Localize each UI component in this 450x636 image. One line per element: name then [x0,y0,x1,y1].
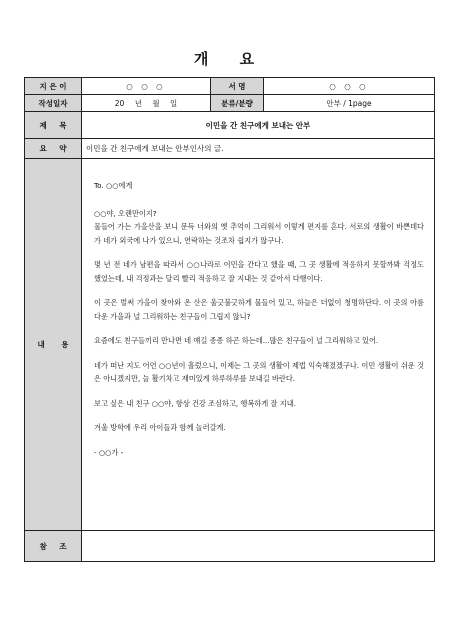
author-row [25,78,435,95]
date-value[interactable]: 20 년 월 일 [82,95,211,112]
category-label: 분류/분량 [211,95,264,112]
page-title: 개 요 [193,50,257,68]
author-value[interactable]: ○ ○ ○ [82,78,211,95]
subject-row [25,112,435,139]
reference-label: 참 조 [25,531,82,562]
category-value[interactable]: 안부 / 1page [264,95,435,112]
content-row [25,159,435,531]
letter-paragraph-3: 이 곳은 벌써 가을이 찾아와 온 산은 울긋불긋하게 물들어 있고, 하늘은 더없이 청명하단다. 이 곳의 아름다운 가을과 널 그리워하는 친구들이 그립지 않니? [94,298,424,321]
letter-greeting: ○○야, 오랜만이지? [94,208,157,218]
author-label: 지 은 이 [25,78,82,95]
signature-label: 서 명 [211,78,264,95]
letter-paragraph-1: 물들어 가는 가을산을 보니 문득 너와의 옛 추억이 그리워서 이렇게 편지를 흔다. 서로의 생활이 바쁜데다가 네가 외국에 나가 있으니, 연락하는 것조차 쉽지가 않구나. [94,222,424,245]
reference-value[interactable] [82,531,435,562]
summary-value[interactable]: 이민을 간 친구에게 보내는 안부인사의 글. [82,139,435,159]
summary-row [25,139,435,159]
content-label: 내 용 [25,159,82,531]
letter-paragraph-2: 몇 년 전 네가 남편을 따라서 ○○나라로 이민을 간다고 했을 때, 그 곳 생활에 적응하지 못할까봐 걱정도 했었는데, 내 걱정과는 달리 빨리 적응하고 잘 지내는 것 같아서 다행이다. [94,260,424,283]
signature-value[interactable]: ○ ○ ○ [264,78,435,95]
letter-paragraph-7: 겨울 방학에 우리 아이들과 함께 놀러갈게. [94,423,226,432]
letter-sign: - ○○가 - [94,447,124,457]
letter-to: To. ○○에게 [94,181,133,190]
letter-paragraph-6: 보고 싶은 내 친구 ○○야, 항상 건강 조심하고, 행복하게 잘 지내. [94,398,296,408]
letter-paragraph-5: 네가 떠난 지도 어언 ○○년이 흘렀으니, 이제는 그 곳의 생활이 제법 익숙해졌겠구나. 이민 생활이 쉬운 것은 아니겠지만, 늘 활기차고 재미있게 하루하루를 보내길 바란다. [94,360,424,383]
summary-label: 요 약 [25,139,82,159]
subject-label: 제 목 [25,112,82,139]
letter-paragraph-4: 요즘에도 친구들끼리 만나면 네 얘길 종종 하곤 하는데...많은 친구들이 널 그리워하고 있어. [94,336,379,345]
overview-form-table [24,77,435,562]
date-row [25,95,435,112]
reference-row [25,531,435,562]
letter-body[interactable] [82,159,435,531]
date-label: 작성일자 [25,95,82,112]
subject-value[interactable]: 이민을 간 친구에게 보내는 안부 [82,112,435,139]
